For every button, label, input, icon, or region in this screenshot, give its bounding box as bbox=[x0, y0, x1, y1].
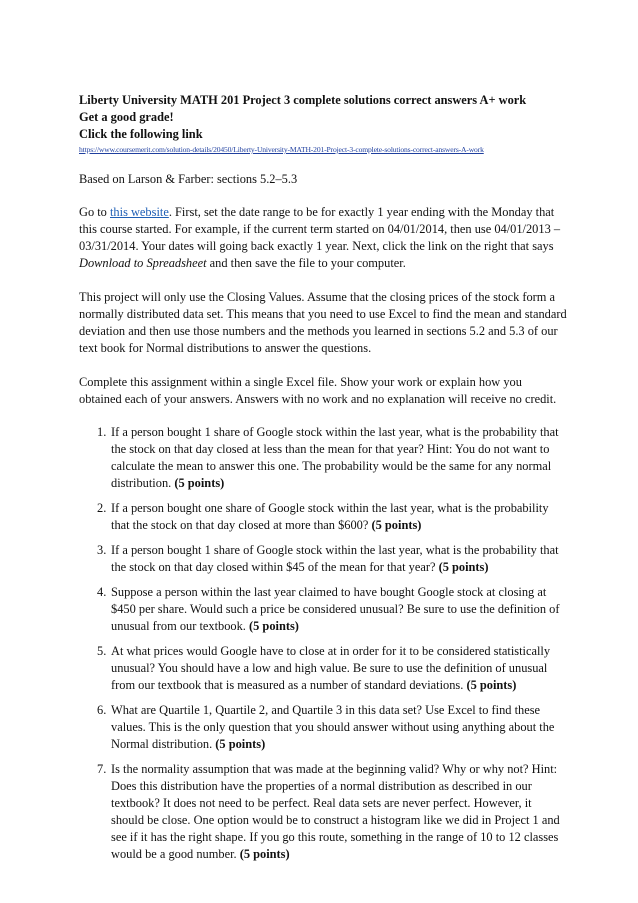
question-number: 6. bbox=[97, 703, 107, 717]
question-item bbox=[79, 542, 567, 576]
question-text: If a person bought 1 share of Google stock within the last year, what is the probability that the stock on that day closed at less than the mean for that year? Hint: You do not want to calculate the mean to answer this one. The probability would be the same for any normal distribution. bbox=[111, 425, 559, 490]
website-link[interactable]: this website bbox=[109, 205, 169, 219]
question-item bbox=[79, 424, 567, 492]
question-item bbox=[79, 500, 567, 534]
document-subtitle: Get a good grade! bbox=[79, 110, 174, 124]
para1-post: and then save the file to your computer. bbox=[206, 256, 406, 270]
question-text: If a person bought 1 share of Google stock within the last year, what is the probability that the stock on that day closed within $45 of the mean for that year? bbox=[111, 543, 559, 574]
question-number: 5. bbox=[97, 644, 107, 658]
question-number: 1. bbox=[97, 425, 107, 439]
question-number: 4. bbox=[97, 585, 107, 599]
question-number: 3. bbox=[97, 543, 107, 557]
excel-instructions-paragraph: Complete this assignment within a single Excel file. Show your work or explain how you obtained each of your answers. Answers with no work and no explanation will receive no credit. bbox=[79, 375, 557, 406]
question-points: (5 points) bbox=[249, 619, 299, 633]
question-text: Is the normality assumption that was made at the beginning valid? Why or why not? Hint: Does this distribution have the properties of a normal distribution as described in our textbook? It does not need to be perfect. Real data sets are never perfect. However, it should be close. One option would be to construct a histogram like we did in Project 1 and see if it has the right shape. If you go this route, something in the range of 10 to 12 classes would be a good number. bbox=[111, 762, 560, 861]
question-number: 2. bbox=[97, 501, 107, 515]
question-list bbox=[79, 424, 567, 863]
download-spreadsheet-text: Download to Spreadsheet bbox=[79, 256, 207, 270]
question-points: (5 points) bbox=[239, 847, 290, 861]
question-points: (5 points) bbox=[215, 737, 266, 751]
question-points: (5 points) bbox=[174, 476, 225, 490]
para1-mid: . First, set the date range to be for exactly 1 year ending with the Monday that this course started. For example, if the current term started on 04/01/2014, then use 04/01/2013 – 03/31/2014. Your dates will going back exactly 1 year. Next, click the link on the right that says bbox=[79, 205, 561, 253]
question-item bbox=[79, 761, 567, 863]
question-text: If a person bought one share of Google stock within the last year, what is the probability that the stock on that day closed at more than $600? bbox=[111, 501, 549, 532]
question-item bbox=[79, 702, 567, 753]
question-number: 7. bbox=[97, 762, 107, 776]
solution-link[interactable]: https://www.coursemerit.com/solution-details/20450/Liberty-University-MATH-201-Project-3-complete-solutions-correct-answers-A-work bbox=[79, 145, 484, 154]
question-text: At what prices would Google have to close at in order for it to be considered statistically unusual? You should have a low and high value. Be sure to use the definition of unusual from our textbook that is measured as a number of standard deviations. bbox=[111, 644, 551, 692]
question-text: What are Quartile 1, Quartile 2, and Quartile 3 in this data set? Use Excel to find these values. This is the only question that you should answer without using anything about the Normal distribution. bbox=[111, 703, 555, 751]
document-title: Liberty University MATH 201 Project 3 complete solutions correct answers A+ work bbox=[79, 93, 527, 107]
click-link-label: Click the following link bbox=[79, 127, 203, 141]
document-page bbox=[79, 92, 567, 871]
question-points: (5 points) bbox=[371, 518, 422, 532]
question-item bbox=[79, 643, 567, 694]
closing-values-paragraph: This project will only use the Closing Values. Assume that the closing prices of the stock form a normally distributed data set. This means that you need to use Excel to find the mean and standard deviation and then use those numbers and the methods you learned in sections 5.2 and 5.3 of our text book for Normal distributions to answer the questions. bbox=[79, 290, 567, 355]
question-item bbox=[79, 584, 567, 635]
para1-pre: Go to bbox=[79, 205, 110, 219]
instructions-paragraph bbox=[79, 204, 567, 272]
question-points: (5 points) bbox=[466, 678, 517, 692]
question-points: (5 points) bbox=[438, 560, 489, 574]
based-on-text: Based on Larson & Farber: sections 5.2–5.3 bbox=[79, 172, 298, 186]
question-text: Suppose a person within the last year claimed to have bought Google stock at closing at $450 per share. Would such a price be considered unusual? Be sure to use the definition of unusual from our textbook. bbox=[111, 585, 560, 633]
